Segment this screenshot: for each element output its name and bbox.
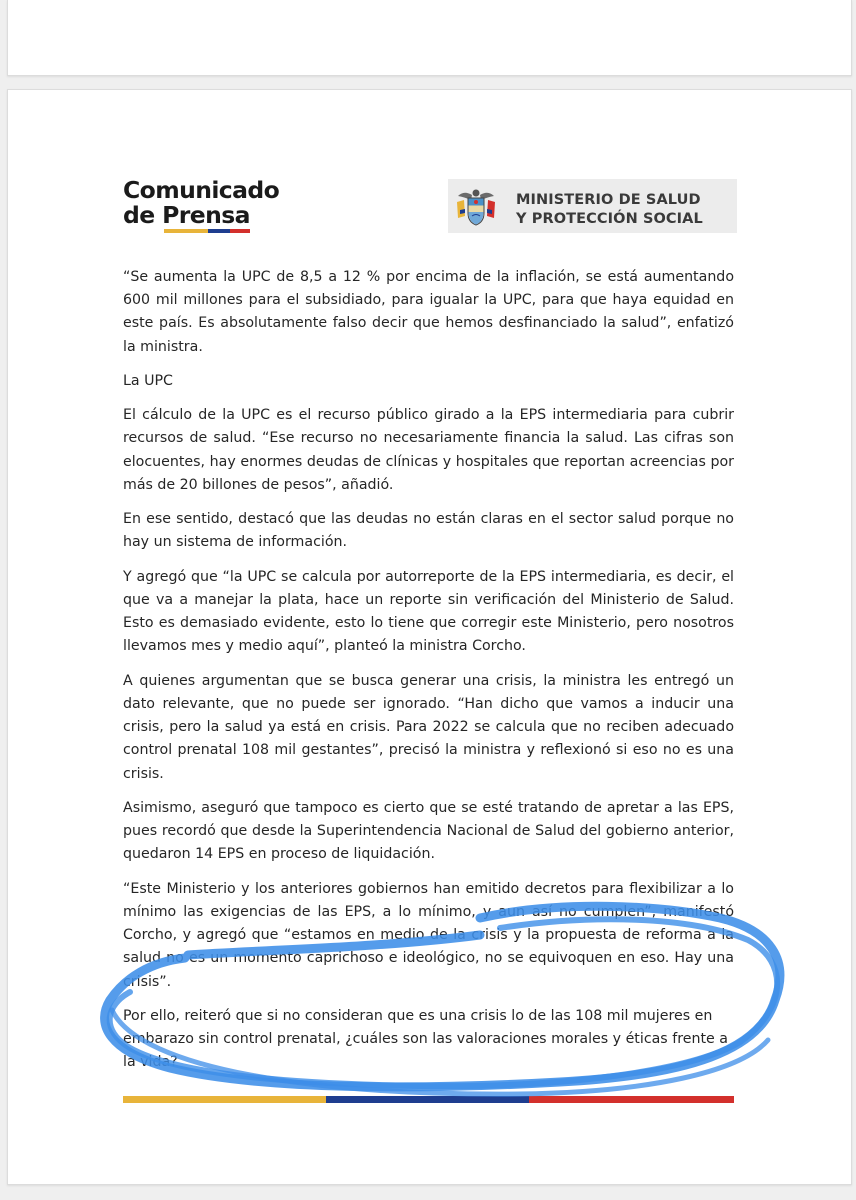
paragraph-6: Asimismo, aseguró que tampoco es cierto que se esté tratando de apretar a las EPS, pues recordó que desde la Superintendencia Nacional de Salud del gobierno anterior, quedaron 14 EPS en proceso de liquidación. (123, 800, 734, 863)
paragraph-1: “Se aumenta la UPC de 8,5 a 12 % por encima de la inflación, se está aumentando 600 mil millones para el subsidiado, para igualar la UPC, para que haya equidad en este país. Es absolutamente falso decir que hemos desfinanciado la salud”, enfatizó la ministra. (123, 269, 734, 355)
paragraph-8: Por ello, reiteró que si no consideran que es una crisis lo de las 108 mil mujeres en embarazo sin control prenatal, ¿cuáles son las valoraciones morales y éticas frente a la vida? (123, 1008, 728, 1071)
paragraph-4: Y agregó que “la UPC se calcula por autorreporte de la EPS intermediaria, es decir, el que va a manejar la plata, hace un reporte sin verificación del Ministerio de Salud. Esto es demasiado evidente, esto lo tiene que corregir este Ministerio, pero nosotros llevamos mes y medio aquí”, planteó la ministra Corcho. (123, 568, 734, 655)
ministry-name-line-2: Y PROTECCIÓN SOCIAL (516, 211, 703, 227)
brand-line-1: Comunicado (123, 176, 280, 204)
section-heading-upc: La UPC (123, 373, 173, 389)
paragraph-7: “Este Ministerio y los anteriores gobiernos han emitido decretos para flexibilizar a lo mínimo las exigencias de las EPS, a lo mínimo, y aun así no cumplen”, manifestó Corcho, y agregó que “estamos en medio de la crisis y la propuesta de reforma a la salud no es un momento caprichoso e ideológico, no se equivoquen en eso. Hay una crisis”. (123, 880, 734, 990)
footer-flag-bar (123, 1096, 734, 1103)
paragraph-3: En ese sentido, destacó que las deudas no están claras en el sector salud porque no hay un sistema de información. (123, 511, 734, 551)
paragraph-5: A quienes argumentan que se busca generar una crisis, la ministra les entregó un dato relevante, que no puede ser ignorado. “Han dicho que vamos a inducir una crisis, pero la salud ya está en crisis. Para 2022 se calcula que no reciben adecuado control prenatal 108 mil gestantes”, precisó la ministra y reflexionó si eso no es una crisis. (123, 672, 734, 782)
flag-yellow-stripe (164, 229, 208, 233)
ministry-name (516, 191, 703, 229)
flag-red-stripe (230, 229, 250, 233)
press-release-logo (123, 178, 279, 228)
press-release-body (123, 266, 734, 1086)
flag-blue-stripe (208, 229, 230, 233)
ministry-name-line-1: MINISTERIO DE SALUD (516, 192, 701, 208)
previous-page (7, 0, 852, 76)
paragraph-2: El cálculo de la UPC es el recurso público girado a la EPS intermediaria para cubrir recursos de salud. “Ese recurso no necesariamente financia la salud. Las cifras son elocuentes, hay enormes deudas de clínicas y hospitales que reportan acreencias por más de 20 billones de pesos”, añadió. (123, 407, 734, 493)
coat-of-arms-icon (454, 186, 498, 228)
brand-line-2: de Prensa (123, 201, 250, 229)
brand-flag-bar (164, 229, 250, 233)
footer-blue-stripe (326, 1096, 529, 1103)
footer-red-stripe (529, 1096, 734, 1103)
footer-yellow-stripe (123, 1096, 326, 1103)
